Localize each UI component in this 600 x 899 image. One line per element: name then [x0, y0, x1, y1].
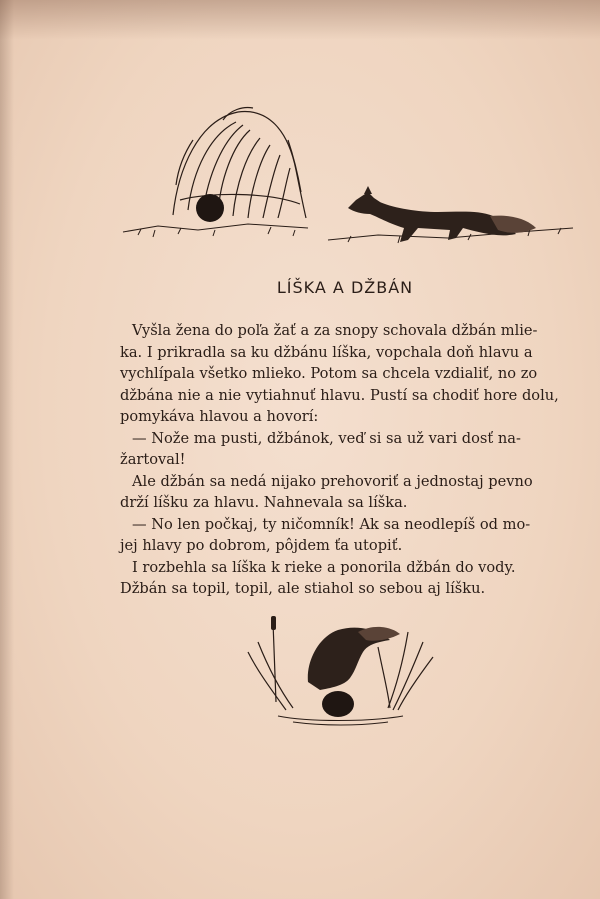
- fox-with-jug-illustration: [238, 612, 438, 732]
- sheaf-icon: [173, 108, 306, 219]
- text-line: — Nože ma pusti, džbánok, veď si sa už vari dosť na-: [132, 429, 521, 447]
- sheaf-and-fox-illustration: [118, 100, 578, 260]
- water-icon: [278, 716, 403, 725]
- text-line: ka. I prikradla sa ku džbánu líška, vopchala doň hlavu a: [120, 343, 533, 361]
- fox-icon: [348, 186, 536, 242]
- text-line: Ale džbán sa nedá nijako prehovoriť a jednostaj pevno: [132, 472, 533, 490]
- text-line: jej hlavy po dobrom, pôjdem ťa utopiť.: [120, 537, 403, 554]
- text-line: Vyšla žena do poľa žať a za snopy schovala džbán mlie-: [132, 322, 538, 339]
- text-line: I rozbehla sa líška k rieke a ponorila džbán do vody.: [132, 558, 516, 576]
- fox-icon: [308, 627, 400, 690]
- story-text: [120, 320, 572, 600]
- page-top-shadow: [0, 0, 600, 40]
- story-title: LÍŠKA A DŽBÁN: [276, 278, 414, 297]
- text-line: drží líšku za hlavu. Nahnevala sa líška.: [120, 494, 408, 511]
- text-line: pomykáva hlavou a hovorí:: [120, 408, 319, 425]
- reed-head-icon: [271, 616, 276, 630]
- jug-icon: [196, 194, 224, 222]
- text-line: žartoval!: [120, 451, 186, 468]
- text-line: — No len počkaj, ty ničomník! Ak sa neodlepíš od mo-: [132, 515, 531, 533]
- text-line: Džbán sa topil, topil, ale stiahol so sebou aj líšku.: [120, 580, 486, 597]
- page-left-shadow: [0, 0, 14, 899]
- text-line: džbána nie a nie vytiahnuť hlavu. Pustí sa chodiť hore dolu,: [120, 386, 559, 404]
- jug-icon: [322, 691, 354, 717]
- text-line: vychlípala všetko mlieko. Potom sa chcela vzdialiť, no zo: [120, 365, 538, 382]
